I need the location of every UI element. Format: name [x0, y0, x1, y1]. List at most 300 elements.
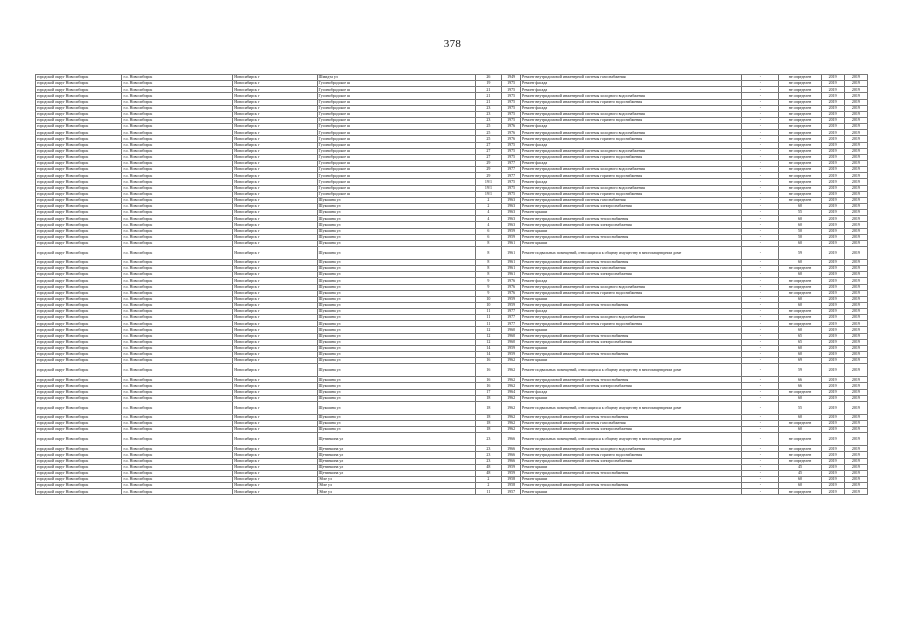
cost-cell: не определен [779, 389, 821, 395]
municipal-area-cell: городской округ Новосибирск [36, 327, 122, 333]
municipality-cell: г.о. Новосибирск [122, 173, 233, 179]
house-number-cell: 18 [475, 421, 501, 427]
municipality-cell: г.о. Новосибирск [122, 427, 233, 433]
build-year-cell: 1961 [502, 272, 521, 278]
plan-cell: - [742, 173, 779, 179]
plan-cell: - [742, 284, 779, 290]
work-type-cell: Ремонт внутридомовой инженерной системы газоснабжения [521, 266, 742, 272]
municipal-area-cell: городской округ Новосибирск [36, 185, 122, 191]
cost-cell: не определен [779, 81, 821, 87]
municipality-cell: г.о. Новосибирск [122, 167, 233, 173]
build-year-cell: 1962 [502, 421, 521, 427]
street-cell: Гусинобродское ш [317, 124, 475, 130]
work-type-cell: Ремонт крыши [521, 345, 742, 351]
cost-cell: не определен [779, 321, 821, 327]
cost-cell: не определен [779, 179, 821, 185]
house-number-cell: 9 [475, 284, 501, 290]
house-number-cell: 18 [475, 401, 501, 414]
plan-cell: - [742, 111, 779, 117]
build-year-cell: 1964 [502, 389, 521, 395]
municipal-area-cell: городской округ Новосибирск [36, 470, 122, 476]
work-type-cell: Ремонт фасада [521, 124, 742, 130]
house-number-cell: 8 [475, 272, 501, 278]
plan-cell: - [742, 421, 779, 427]
cost-cell: 60 [779, 302, 821, 308]
build-year-cell: 1961 [502, 240, 521, 246]
locality-cell: Новосибирск г [233, 272, 317, 278]
plan-cell: - [742, 345, 779, 351]
build-year-cell: 1962 [502, 427, 521, 433]
capital-repair-register-table [35, 74, 868, 495]
year-start-cell: 2019 [821, 75, 844, 81]
locality-cell: Новосибирск г [233, 197, 317, 203]
year-start-cell: 2019 [821, 464, 844, 470]
house-number-cell: 18 [475, 395, 501, 401]
cost-cell: не определен [779, 197, 821, 203]
build-year-cell: 1949 [502, 75, 521, 81]
plan-cell: - [742, 446, 779, 452]
locality-cell: Новосибирск г [233, 302, 317, 308]
year-start-cell: 2019 [821, 446, 844, 452]
street-cell: Шукшина ул [317, 240, 475, 246]
house-number-cell: 29 [475, 173, 501, 179]
house-number-cell: 27 [475, 154, 501, 160]
work-type-cell: Ремонт внутридомовой инженерной системы теплоснабжения [521, 302, 742, 308]
year-start-cell: 2019 [821, 136, 844, 142]
cost-cell: 60 [779, 483, 821, 489]
municipality-cell: г.о. Новосибирск [122, 197, 233, 203]
house-number-cell: 18 [475, 414, 501, 420]
municipal-area-cell: городской округ Новосибирск [36, 339, 122, 345]
house-number-cell: 29 [475, 167, 501, 173]
build-year-cell: 1976 [502, 284, 521, 290]
build-year-cell: 1962 [502, 364, 521, 377]
work-type-cell: Ремонт подвальных помещений, относящихся к общему имуществу в многоквартирном доме [521, 364, 742, 377]
work-type-cell: Ремонт внутридомовой инженерной системы электроснабжения [521, 272, 742, 278]
municipality-cell: г.о. Новосибирск [122, 364, 233, 377]
street-cell: Гусинобродское ш [317, 160, 475, 166]
locality-cell: Новосибирск г [233, 93, 317, 99]
house-number-cell: 23 [475, 446, 501, 452]
house-number-cell: 17 [475, 389, 501, 395]
year-end-cell: 2019 [844, 446, 867, 452]
build-year-cell: 1959 [502, 228, 521, 234]
plan-cell: - [742, 309, 779, 315]
build-year-cell: 1975 [502, 111, 521, 117]
locality-cell: Новосибирск г [233, 414, 317, 420]
street-cell: Шукшина ул [317, 414, 475, 420]
street-cell: Гусинобродское ш [317, 93, 475, 99]
municipal-area-cell: городской округ Новосибирск [36, 99, 122, 105]
cost-cell: 60 [779, 327, 821, 333]
locality-cell: Новосибирск г [233, 154, 317, 160]
build-year-cell: 1976 [502, 290, 521, 296]
work-type-cell: Ремонт внутридомовой инженерной системы электроснабжения [521, 222, 742, 228]
street-cell: Шукшина ул [317, 222, 475, 228]
street-cell: Шукшина ул [317, 259, 475, 265]
municipality-cell: г.о. Новосибирск [122, 470, 233, 476]
house-number-cell: 10 [475, 296, 501, 302]
year-end-cell: 2019 [844, 228, 867, 234]
municipal-area-cell: городской округ Новосибирск [36, 210, 122, 216]
municipality-cell: г.о. Новосибирск [122, 278, 233, 284]
year-start-cell: 2019 [821, 259, 844, 265]
locality-cell: Новосибирск г [233, 477, 317, 483]
cost-cell: не определен [779, 93, 821, 99]
locality-cell: Новосибирск г [233, 315, 317, 321]
year-end-cell: 2019 [844, 81, 867, 87]
work-type-cell: Ремонт внутридомовой инженерной системы горячего водоснабжения [521, 290, 742, 296]
table-row [36, 433, 868, 446]
municipal-area-cell: городской округ Новосибирск [36, 358, 122, 364]
year-end-cell: 2019 [844, 414, 867, 420]
street-cell: Шукшина ул [317, 228, 475, 234]
locality-cell: Новосибирск г [233, 458, 317, 464]
plan-cell: - [742, 464, 779, 470]
build-year-cell: 1976 [502, 130, 521, 136]
municipality-cell: г.о. Новосибирск [122, 296, 233, 302]
municipal-area-cell: городской округ Новосибирск [36, 395, 122, 401]
year-end-cell: 2019 [844, 148, 867, 154]
cost-cell: не определен [779, 266, 821, 272]
year-end-cell: 2019 [844, 364, 867, 377]
municipality-cell: г.о. Новосибирск [122, 259, 233, 265]
street-cell: Шукшина ул [317, 197, 475, 203]
house-number-cell: 23 [475, 105, 501, 111]
municipal-area-cell: городской округ Новосибирск [36, 309, 122, 315]
municipal-area-cell: городской округ Новосибирск [36, 259, 122, 265]
cost-cell: не определен [779, 173, 821, 179]
house-number-cell: 25 [475, 136, 501, 142]
plan-cell: - [742, 136, 779, 142]
street-cell: Эйхе ул [317, 477, 475, 483]
street-cell: Шукшина ул [317, 358, 475, 364]
house-number-cell: 16 [475, 358, 501, 364]
street-cell: Шукшина ул [317, 309, 475, 315]
work-type-cell: Ремонт внутридомовой инженерной системы теплоснабжения [521, 414, 742, 420]
house-number-cell: 19/1 [475, 179, 501, 185]
year-end-cell: 2019 [844, 203, 867, 209]
year-end-cell: 2019 [844, 345, 867, 351]
house-number-cell: 8 [475, 240, 501, 246]
municipal-area-cell: городской округ Новосибирск [36, 75, 122, 81]
plan-cell: - [742, 124, 779, 130]
locality-cell: Новосибирск г [233, 75, 317, 81]
work-type-cell: Ремонт крыши [521, 228, 742, 234]
municipal-area-cell: городской округ Новосибирск [36, 427, 122, 433]
house-number-cell: 23 [475, 452, 501, 458]
street-cell: Шукшина ул [317, 389, 475, 395]
house-number-cell: 4 [475, 216, 501, 222]
municipality-cell: г.о. Новосибирск [122, 327, 233, 333]
street-cell: Эйхе ул [317, 483, 475, 489]
municipality-cell: г.о. Новосибирск [122, 284, 233, 290]
locality-cell: Новосибирск г [233, 185, 317, 191]
house-number-cell: 16 [475, 377, 501, 383]
work-type-cell: Ремонт фасада [521, 389, 742, 395]
house-number-cell: 18 [475, 427, 501, 433]
municipal-area-cell: городской округ Новосибирск [36, 433, 122, 446]
street-cell: Гусинобродское ш [317, 105, 475, 111]
year-start-cell: 2019 [821, 179, 844, 185]
year-end-cell: 2019 [844, 284, 867, 290]
house-number-cell: 48 [475, 464, 501, 470]
street-cell: Шукшина ул [317, 377, 475, 383]
year-start-cell: 2019 [821, 352, 844, 358]
year-end-cell: 2019 [844, 75, 867, 81]
municipal-area-cell: городской округ Новосибирск [36, 173, 122, 179]
year-start-cell: 2019 [821, 93, 844, 99]
build-year-cell: 1975 [502, 154, 521, 160]
plan-cell: - [742, 240, 779, 246]
year-start-cell: 2019 [821, 345, 844, 351]
build-year-cell: 1976 [502, 278, 521, 284]
street-cell: Шукшина ул [317, 345, 475, 351]
municipal-area-cell: городской округ Новосибирск [36, 421, 122, 427]
work-type-cell: Ремонт внутридомовой инженерной системы горячего водоснабжения [521, 117, 742, 123]
municipal-area-cell: городской округ Новосибирск [36, 191, 122, 197]
cost-cell: 60 [779, 477, 821, 483]
municipality-cell: г.о. Новосибирск [122, 446, 233, 452]
plan-cell: - [742, 315, 779, 321]
locality-cell: Новосибирск г [233, 470, 317, 476]
municipal-area-cell: городской округ Новосибирск [36, 321, 122, 327]
plan-cell: - [742, 117, 779, 123]
municipality-cell: г.о. Новосибирск [122, 179, 233, 185]
house-number-cell: 12 [475, 339, 501, 345]
plan-cell: - [742, 489, 779, 495]
year-start-cell: 2019 [821, 427, 844, 433]
plan-cell: - [742, 290, 779, 296]
year-end-cell: 2019 [844, 117, 867, 123]
house-number-cell: 21 [475, 87, 501, 93]
locality-cell: Новосибирск г [233, 222, 317, 228]
locality-cell: Новосибирск г [233, 489, 317, 495]
build-year-cell: 1960 [502, 339, 521, 345]
street-cell: Гусинобродское ш [317, 117, 475, 123]
build-year-cell: 1961 [502, 246, 521, 259]
cost-cell: не определен [779, 458, 821, 464]
work-type-cell: Ремонт внутридомовой инженерной системы холодного водоснабжения [521, 185, 742, 191]
house-number-cell: 16 [475, 383, 501, 389]
house-number-cell: 2 [475, 477, 501, 483]
street-cell: Гусинобродское ш [317, 185, 475, 191]
locality-cell: Новосибирск г [233, 216, 317, 222]
street-cell: Щетинкина ул [317, 470, 475, 476]
cost-cell: не определен [779, 142, 821, 148]
municipal-area-cell: городской округ Новосибирск [36, 105, 122, 111]
municipal-area-cell: городской округ Новосибирск [36, 197, 122, 203]
street-cell: Гусинобродское ш [317, 179, 475, 185]
plan-cell: - [742, 364, 779, 377]
year-start-cell: 2019 [821, 470, 844, 476]
house-number-cell: 6 [475, 228, 501, 234]
work-type-cell: Ремонт внутридомовой инженерной системы холодного водоснабжения [521, 111, 742, 117]
build-year-cell: 1975 [502, 81, 521, 87]
build-year-cell: 1963 [502, 203, 521, 209]
municipal-area-cell: городской округ Новосибирск [36, 234, 122, 240]
year-start-cell: 2019 [821, 414, 844, 420]
year-start-cell: 2019 [821, 358, 844, 364]
plan-cell: - [742, 389, 779, 395]
cost-cell: не определен [779, 148, 821, 154]
municipality-cell: г.о. Новосибирск [122, 130, 233, 136]
municipal-area-cell: городской округ Новосибирск [36, 272, 122, 278]
year-start-cell: 2019 [821, 302, 844, 308]
locality-cell: Новосибирск г [233, 345, 317, 351]
cost-cell: не определен [779, 191, 821, 197]
plan-cell: - [742, 148, 779, 154]
street-cell: Шукшина ул [317, 296, 475, 302]
municipal-area-cell: городской округ Новосибирск [36, 489, 122, 495]
street-cell: Шукшина ул [317, 234, 475, 240]
locality-cell: Новосибирск г [233, 389, 317, 395]
build-year-cell: 1966 [502, 452, 521, 458]
house-number-cell: 11 [475, 489, 501, 495]
build-year-cell: 1959 [502, 352, 521, 358]
cost-cell: 45 [779, 470, 821, 476]
municipal-area-cell: городской округ Новосибирск [36, 136, 122, 142]
cost-cell: не определен [779, 105, 821, 111]
municipality-cell: г.о. Новосибирск [122, 452, 233, 458]
plan-cell: - [742, 81, 779, 87]
work-type-cell: Ремонт крыши [521, 489, 742, 495]
work-type-cell: Ремонт фасада [521, 105, 742, 111]
year-end-cell: 2019 [844, 483, 867, 489]
cost-cell: не определен [779, 284, 821, 290]
municipality-cell: г.о. Новосибирск [122, 203, 233, 209]
cost-cell: 59 [779, 364, 821, 377]
cost-cell: 66 [779, 377, 821, 383]
house-number-cell: 9 [475, 290, 501, 296]
house-number-cell: 6 [475, 234, 501, 240]
plan-cell: - [742, 105, 779, 111]
plan-cell: - [742, 246, 779, 259]
cost-cell: 60 [779, 395, 821, 401]
year-end-cell: 2019 [844, 93, 867, 99]
street-cell: Шукшина ул [317, 421, 475, 427]
work-type-cell: Ремонт внутридомовой инженерной системы электроснабжения [521, 203, 742, 209]
locality-cell: Новосибирск г [233, 296, 317, 302]
locality-cell: Новосибирск г [233, 246, 317, 259]
municipality-cell: г.о. Новосибирск [122, 210, 233, 216]
build-year-cell: 1975 [502, 179, 521, 185]
work-type-cell: Ремонт внутридомовой инженерной системы электроснабжения [521, 339, 742, 345]
municipality-cell: г.о. Новосибирск [122, 414, 233, 420]
municipal-area-cell: городской округ Новосибирск [36, 81, 122, 87]
municipality-cell: г.о. Новосибирск [122, 358, 233, 364]
municipal-area-cell: городской округ Новосибирск [36, 278, 122, 284]
build-year-cell: 1977 [502, 309, 521, 315]
municipality-cell: г.о. Новосибирск [122, 142, 233, 148]
street-cell: Эйхе ул [317, 489, 475, 495]
house-number-cell: 11 [475, 321, 501, 327]
work-type-cell: Ремонт внутридомовой инженерной системы горячего водоснабжения [521, 136, 742, 142]
plan-cell: - [742, 272, 779, 278]
cost-cell: не определен [779, 489, 821, 495]
municipal-area-cell: городской округ Новосибирск [36, 87, 122, 93]
year-start-cell: 2019 [821, 117, 844, 123]
build-year-cell: 1966 [502, 446, 521, 452]
plan-cell: - [742, 160, 779, 166]
work-type-cell: Ремонт внутридомовой инженерной системы теплоснабжения [521, 483, 742, 489]
work-type-cell: Ремонт внутридомовой инженерной системы холодного водоснабжения [521, 130, 742, 136]
municipality-cell: г.о. Новосибирск [122, 228, 233, 234]
locality-cell: Новосибирск г [233, 111, 317, 117]
house-number-cell: 8 [475, 259, 501, 265]
build-year-cell: 1958 [502, 483, 521, 489]
year-start-cell: 2019 [821, 210, 844, 216]
locality-cell: Новосибирск г [233, 427, 317, 433]
plan-cell: - [742, 352, 779, 358]
year-end-cell: 2019 [844, 222, 867, 228]
build-year-cell: 1975 [502, 93, 521, 99]
municipality-cell: г.о. Новосибирск [122, 352, 233, 358]
plan-cell: - [742, 452, 779, 458]
year-start-cell: 2019 [821, 377, 844, 383]
work-type-cell: Ремонт фасада [521, 309, 742, 315]
locality-cell: Новосибирск г [233, 364, 317, 377]
year-end-cell: 2019 [844, 87, 867, 93]
street-cell: Шукшина ул [317, 203, 475, 209]
municipal-area-cell: городской округ Новосибирск [36, 345, 122, 351]
year-start-cell: 2019 [821, 383, 844, 389]
municipality-cell: г.о. Новосибирск [122, 483, 233, 489]
cost-cell: не определен [779, 452, 821, 458]
street-cell: Шукшина ул [317, 266, 475, 272]
year-end-cell: 2019 [844, 160, 867, 166]
build-year-cell: 1959 [502, 296, 521, 302]
municipal-area-cell: городской округ Новосибирск [36, 246, 122, 259]
year-start-cell: 2019 [821, 228, 844, 234]
locality-cell: Новосибирск г [233, 167, 317, 173]
municipal-area-cell: городской округ Новосибирск [36, 154, 122, 160]
year-end-cell: 2019 [844, 240, 867, 246]
plan-cell: - [742, 191, 779, 197]
street-cell: Шукшина ул [317, 395, 475, 401]
locality-cell: Новосибирск г [233, 191, 317, 197]
locality-cell: Новосибирск г [233, 383, 317, 389]
build-year-cell: 1975 [502, 99, 521, 105]
year-start-cell: 2019 [821, 148, 844, 154]
work-type-cell: Ремонт внутридомовой инженерной системы холодного водоснабжения [521, 446, 742, 452]
street-cell: Гусинобродское ш [317, 130, 475, 136]
locality-cell: Новосибирск г [233, 446, 317, 452]
year-end-cell: 2019 [844, 272, 867, 278]
year-start-cell: 2019 [821, 321, 844, 327]
street-cell: Шукшина ул [317, 302, 475, 308]
municipal-area-cell: городской округ Новосибирск [36, 352, 122, 358]
street-cell: Гусинобродское ш [317, 111, 475, 117]
plan-cell: - [742, 142, 779, 148]
cost-cell: не определен [779, 446, 821, 452]
municipal-area-cell: городской округ Новосибирск [36, 284, 122, 290]
year-start-cell: 2019 [821, 167, 844, 173]
work-type-cell: Ремонт фасада [521, 278, 742, 284]
plan-cell: - [742, 321, 779, 327]
plan-cell: - [742, 339, 779, 345]
plan-cell: - [742, 185, 779, 191]
house-number-cell: 23 [475, 111, 501, 117]
municipal-area-cell: городской округ Новосибирск [36, 142, 122, 148]
house-number-cell: 19 [475, 81, 501, 87]
build-year-cell: 1962 [502, 358, 521, 364]
house-number-cell: 19/1 [475, 191, 501, 197]
build-year-cell: 1963 [502, 216, 521, 222]
year-start-cell: 2019 [821, 309, 844, 315]
street-cell: Шукшина ул [317, 327, 475, 333]
locality-cell: Новосибирск г [233, 377, 317, 383]
